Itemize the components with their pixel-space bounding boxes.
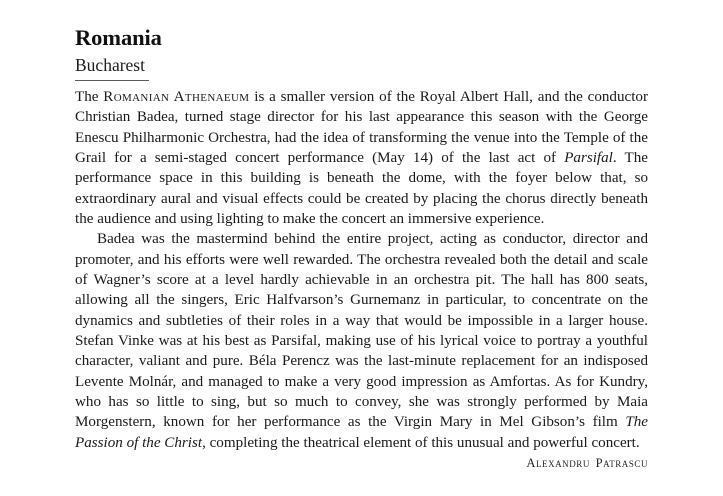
article-body [75,87,648,453]
text-run: , completing the theatrical element of this unusual and powerful concert. [202,434,640,451]
author-byline: Alexandru Patrascu [526,456,648,471]
heading-divider [75,80,149,81]
body-paragraph [75,87,648,229]
italic-title: The Passion of the Christ [75,414,648,451]
byline-row [75,454,648,472]
page-title: Romania [75,25,162,50]
text-run: is a smaller version of the Royal Albert Hall, and the conductor Christian Badea, turned stage director for his last appearance this season with the George Enescu Philharmonic Orchestra, had the idea of transforming the venue into the Temple of the Grail for a semi-staged concert performance (May 14) of the last act of [75,88,648,166]
body-paragraph [75,229,648,453]
text-run: The [75,88,104,105]
italic-title: Parsifal [564,149,613,166]
text-run: . The performance space in this building is beneath the dome, with the foyer below that, so extraordinary aural and visual effects could be created by placing the chorus directly beneath the audience and using lighting to make the concert an immersive experience. [75,149,648,227]
city-subheading: Bucharest [75,55,145,76]
text-run: Badea was the mastermind behind the entire project, acting as conductor, director and promoter, and his efforts were well rewarded. The orchestra revealed both the detail and scale of Wagner’s score at a level hardly achievable in an orchestra pit. The hall has 800 seats, allowing all the singers, Eric Halfvarson’s Gurnemanz in particular, to concentrate on the dynamics and subtleties of their roles in a way that would be impossible in a larger house. Stefan Vinke was at his best as Parsifal, making use of his lyrical voice to portray a youthful character, valiant and pure. Béla Perencz was the last-minute replacement for an indisposed Levente Molnár, and managed to make a very good impression as Amfortas. As for Kundry, who has so little to sing, but so much to convey, she was strongly performed by Maia Morgenstern, known for her performance as the Virgin Mary in Mel Gibson’s film [75,231,648,431]
city-heading-group [75,56,648,81]
small-caps-term: Romanian Athenaeum [103,88,250,105]
